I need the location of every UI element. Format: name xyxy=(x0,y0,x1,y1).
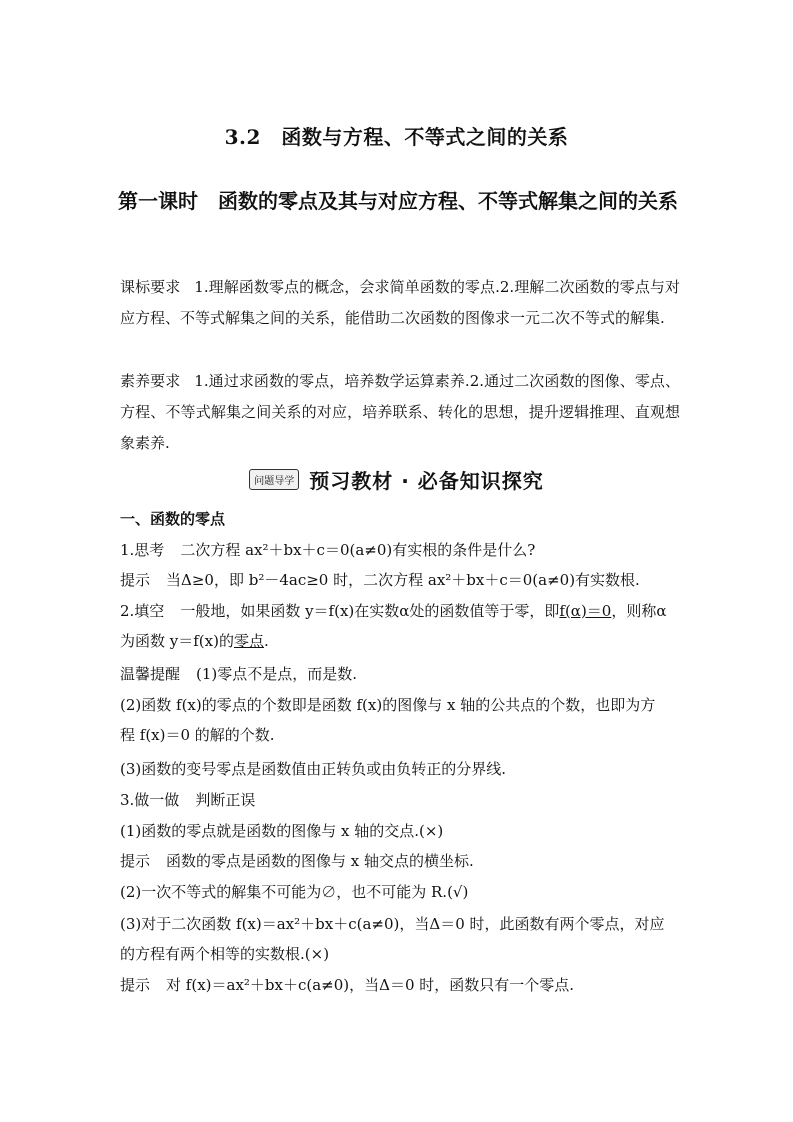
course-requirements xyxy=(120,272,680,334)
practice-sublabel: 判断正误 xyxy=(195,791,256,809)
fill-line-1 xyxy=(120,598,680,624)
fill-line-2 xyxy=(120,628,680,654)
literacy-requirements xyxy=(120,366,680,459)
think-hint-line xyxy=(120,567,680,593)
think-label: 1.思考 xyxy=(120,541,165,559)
practice-q1-hint: 函数的零点是函数的图像与 x 轴交点的横坐标. xyxy=(166,852,474,870)
practice-q3-hint-line xyxy=(120,972,680,998)
fill-text-2a: 为函数 y＝f(x)的 xyxy=(120,632,234,650)
reminder-item-2-line-2: 程 f(x)＝0 的解的个数. xyxy=(120,726,275,744)
reminder-item-2-line-1: (2)函数 f(x)的零点的个数即是函数 f(x)的图像与 x 轴的公共点的个数，也即为方 xyxy=(120,696,656,714)
fill-text-1a: 一般地，如果函数 y＝f(x)在实数α处的函数值等于零，即 xyxy=(180,602,560,620)
literacy-req-text: 1.通过求函数的零点，培养数学运算素养.2.通过二次函数的图像、零点、方程、不等式解集之间关系的对应，培养联系、转化的思想，提升逻辑推理、直观想象素养. xyxy=(120,372,680,452)
reminder-item-1: (1)零点不是点，而是数. xyxy=(196,665,358,683)
literacy-req-label: 素养要求 xyxy=(120,372,181,390)
practice-q3-hint-label: 提示 xyxy=(120,976,151,994)
fill-text-1b: ，则称α xyxy=(611,602,667,620)
practice-q1: (1)函数的零点就是函数的图像与 x 轴的交点.(×) xyxy=(120,822,444,840)
section-title: 3.2 函数与方程、不等式之间的关系 xyxy=(224,125,569,149)
think-hint-label: 提示 xyxy=(120,571,151,589)
reminder-line-1 xyxy=(120,661,680,687)
think-question: 二次方程 ax²＋bx＋c＝0(a≠0)有实根的条件是什么? xyxy=(180,541,536,559)
practice-q1-hint-line xyxy=(120,848,680,874)
practice-q3-line-2: 的方程有两个相等的实数根.(×) xyxy=(120,945,330,963)
think-hint: 当Δ≥0，即 b²－4ac≥0 时，二次方程 ax²＋bx＋c＝0(a≠0)有实数根. xyxy=(166,571,640,589)
practice-heading xyxy=(120,787,680,813)
banner-badge: 问题导学 xyxy=(249,469,299,490)
practice-q1-hint-label: 提示 xyxy=(120,852,151,870)
practice-q2: (2)一次不等式的解集不可能为∅，也不可能为 R.(√) xyxy=(120,883,469,901)
think-line xyxy=(120,537,680,563)
section-banner xyxy=(0,465,793,494)
practice-q3-line-1: (3)对于二次函数 f(x)＝ax²＋bx＋c(a≠0)，当Δ＝0 时，此函数有两个零点，对应 xyxy=(120,915,665,933)
course-req-text: 1.理解函数零点的概念，会求简单函数的零点.2.理解二次函数的零点与对应方程、不等式解集之间的关系，能借助二次函数的图像求一元二次不等式的解集. xyxy=(120,278,680,327)
section-heading: 一、函数的零点 xyxy=(120,510,226,528)
fill-text-2b: . xyxy=(263,632,269,650)
fill-blank-1: f(α)＝0 xyxy=(559,602,612,620)
practice-label: 3.做一做 xyxy=(120,791,180,809)
fill-blank-2: 零点 xyxy=(233,632,264,650)
practice-q3-hint: 对 f(x)＝ax²＋bx＋c(a≠0)，当Δ＝0 时，函数只有一个零点. xyxy=(166,976,575,994)
fill-label: 2.填空 xyxy=(120,602,165,620)
lesson-title: 第一课时 函数的零点及其与对应方程、不等式解集之间的关系 xyxy=(118,189,678,213)
reminder-label: 温馨提醒 xyxy=(120,665,181,683)
reminder-item-3: (3)函数的变号零点是函数值由正转负或由负转正的分界线. xyxy=(120,760,507,778)
course-req-label: 课标要求 xyxy=(120,278,181,296)
banner-title: 预习教材 · 必备知识探究 xyxy=(309,469,544,493)
